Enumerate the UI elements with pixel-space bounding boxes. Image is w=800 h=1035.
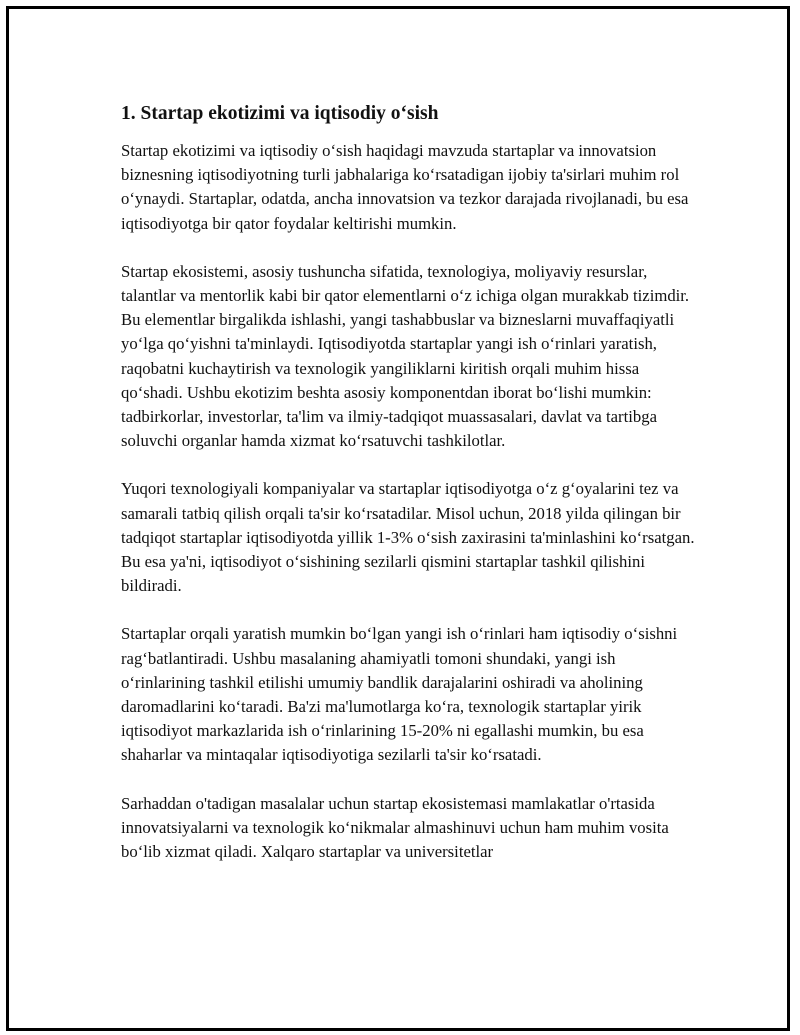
paragraph-5: Sarhaddan o'tadigan masalalar uchun startap ekosistemasi mamlakatlar o'rtasida innovatsiyalarni va texnologik ko‘nikmalar almashinuvi uchun ham muhim vosita bo‘lib xizmat qiladi. Xalqaro startaplar va universitetlar xyxy=(121,793,669,862)
paragraph-2: Startap ekosistemi, asosiy tushuncha sifatida, texnologiya, moliyaviy resurslar, talantlar va mentorlik kabi bir qator elementlarni o‘z ichiga olgan murakkab tizimdir. Bu elementlar birgalikda ishlashi, yangi tashabbuslar va bizneslarni muvaffaqiyatli yo‘lga qo‘yishni ta'minlaydi. Iqtisodiyotda startaplar yangi ish o‘rinlari yaratish, raqobatni kuchaytirish va texnologik yangiliklarni kiritish orqali muhim hissa qo‘shadi. Ushbu ekotizim beshta asosiy komponentdan iborat bo‘lishi mumkin: tadbirkorlar, investorlar, ta'lim va ilmiy-tadqiqot muassasalari, davlat va tartibga soluvchi organlar hamda xizmat ko‘rsatuvchi tashkilotlar. xyxy=(121,261,690,451)
paragraph-1: Startap ekotizimi va iqtisodiy o‘sish haqidagi mavzuda startaplar va innovatsion biznesning iqtisodiyotning turli jabhalariga ko‘rsatadigan ijobiy ta'sirlari muhim rol o‘ynaydi. Startaplar, odatda, ancha innovatsion va tezkor darajada rivojlanadi, bu esa iqtisodiyotga bir qator foydalar keltirishi mumkin. xyxy=(121,141,689,233)
paragraph-3: Yuqori texnologiyali kompaniyalar va startaplar iqtisodiyotga o‘z g‘oyalarini tez va samarali tatbiq qilish orqali ta'sir ko‘rsatadilar. Misol uchun, 2018 yilda qilingan bir tadqiqot startaplar iqtisodiyotda yillik 1-3% o‘sish zaxirasini ta'minlashini ko‘rsatgan. Bu esa ya'ni, iqtisodiyot o‘sishining sezilarli qismini startaplar tashkil qilishini bildiradi. xyxy=(121,479,695,596)
document-body xyxy=(121,100,696,888)
page-frame xyxy=(6,6,790,1031)
section-title: 1. Startap ekotizimi va iqtisodiy o‘sish xyxy=(121,103,439,124)
paragraph-4: Startaplar orqali yaratish mumkin bo‘lgan yangi ish o‘rinlari ham iqtisodiy o‘sishni rag‘batlantiradi. Ushbu masalaning ahamiyatli tomoni shundaki, yangi ish o‘rinlarining tashkil etilishi umumiy bandlik darajalarini oshiradi va aholining daromadlarini ko‘taradi. Ba'zi ma'lumotlarga ko‘ra, texnologik startaplar yirik iqtisodiyot markazlarida ish o‘rinlarining 15-20% ni egallashi mumkin, bu esa shaharlar va mintaqalar iqtisodiyotiga sezilarli ta'sir ko‘rsatadi. xyxy=(121,624,678,765)
